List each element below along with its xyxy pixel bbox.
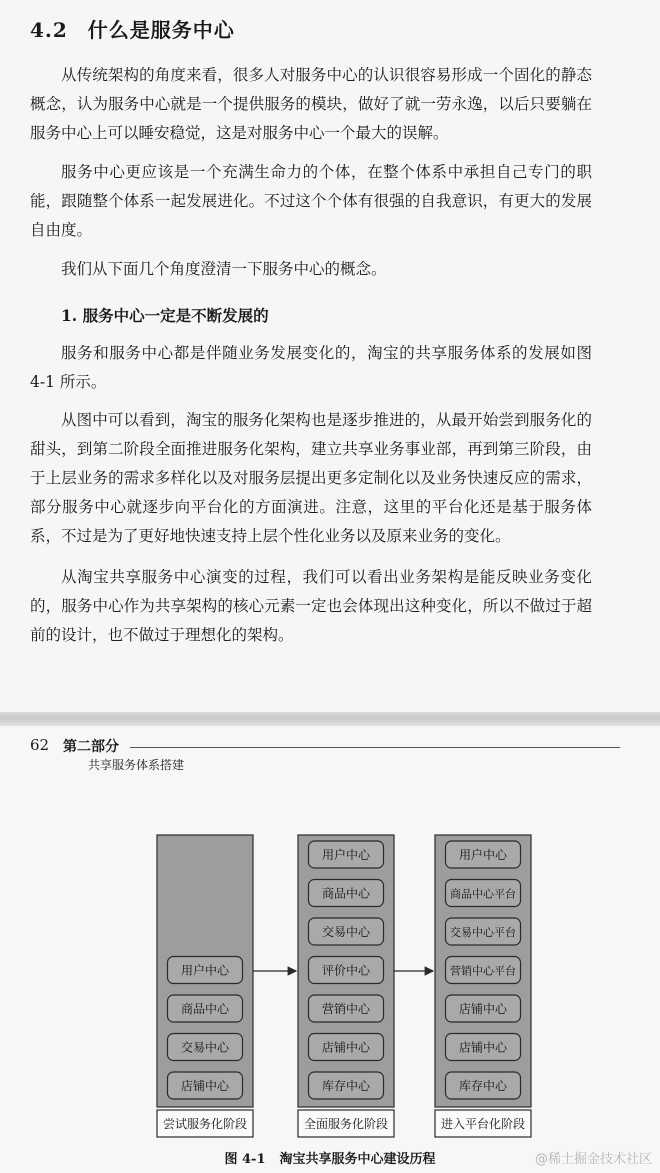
service-label: 商品中心: [321, 886, 371, 901]
service-label: 用户中心: [458, 848, 508, 862]
section-title: 什么是服务中心: [87, 18, 235, 42]
service-label: 店铺中心: [458, 1040, 508, 1055]
service-label: 店铺中心: [180, 1079, 230, 1093]
service-label: 店铺中心: [458, 1002, 508, 1016]
service-label: 营销中心平台: [450, 964, 516, 978]
service-label: 交易中心: [321, 925, 371, 939]
service-label: 商品中心: [180, 1002, 230, 1016]
service-label: 用户中心: [321, 848, 371, 862]
stage-label: 尝试服务化阶段: [162, 1117, 248, 1131]
paragraph-2: 服务中心更应该是一个充满生命力的个体，在整个体系中承担自己专门的职能，跟随整个体系一起发展进化。不过这个个体有很强的自我意识，有更大的发展自由度。: [30, 163, 592, 239]
figure-number: 图 4-1: [224, 1152, 266, 1167]
service-label: 营销中心: [321, 1002, 371, 1016]
service-label: 交易中心: [180, 1040, 230, 1055]
section-heading: [30, 14, 235, 43]
paragraph-5: 从图中可以看到，淘宝的服务化架构也是逐步推进的，从最开始尝到服务化的甜头，到第二阶段全面推进服务化架构，建立共享业务事业部，再到第三阶段，由于上层业务的需求多样化以及对服务层提出更多定制化以及业务快速反应的需求，部分服务中心就逐步向平台化的方面演进。注意，这里的平台化还是基于服务体系，不过是为了更好地快速支持上层个性化业务以及原来业务的变化。: [30, 411, 592, 545]
paragraph-1: 从传统架构的角度来看，很多人对服务中心的认识很容易形成一个固化的静态概念，认为服务中心就是一个提供服务的模块，做好了就一劳永逸，以后只要躺在服务中心上可以睡安稳觉，这是对服务中心一个最大的误解。: [30, 66, 592, 142]
paragraph-4: 服务和服务中心都是伴随业务发展变化的，淘宝的共享服务体系的发展如图 4-1 所示。: [30, 344, 592, 391]
service-label: 用户中心: [180, 963, 230, 978]
service-label: 库存中心: [321, 1079, 371, 1093]
figure-4-1-diagram: [0, 726, 660, 1142]
service-label: 交易中心平台: [450, 926, 516, 939]
part-title: 第二部分: [63, 739, 119, 755]
stage-label: 进入平台化阶段: [440, 1117, 526, 1131]
paragraph-6: 从淘宝共享服务中心演变的过程，我们可以看出业务架构是能反映业务变化的，服务中心作为共享架构的核心元素一定也会体现出这种变化，所以不做过于超前的设计，也不做过于理想化的架构。: [30, 568, 592, 644]
sub-heading: 1. 服务中心一定是不断发展的: [61, 306, 269, 325]
page-divider: [0, 712, 660, 726]
service-label: 商品中心平台: [450, 887, 516, 901]
paragraph-3: 我们从下面几个角度澄清一下服务中心的概念。: [61, 260, 387, 278]
service-label: 店铺中心: [321, 1040, 371, 1055]
figure-caption-text: 淘宝共享服务中心建设历程: [279, 1152, 436, 1167]
page-number: 62: [30, 736, 50, 754]
watermark: @稀土掘金技术社区: [534, 1152, 652, 1167]
service-label: 评价中心: [321, 963, 371, 978]
part-subtitle: 共享服务体系搭建: [88, 758, 185, 772]
stage-label: 全面服务化阶段: [303, 1117, 389, 1131]
book-page-lower: [0, 726, 660, 1173]
service-label: 库存中心: [458, 1079, 508, 1093]
section-number: 4.2: [30, 18, 68, 42]
